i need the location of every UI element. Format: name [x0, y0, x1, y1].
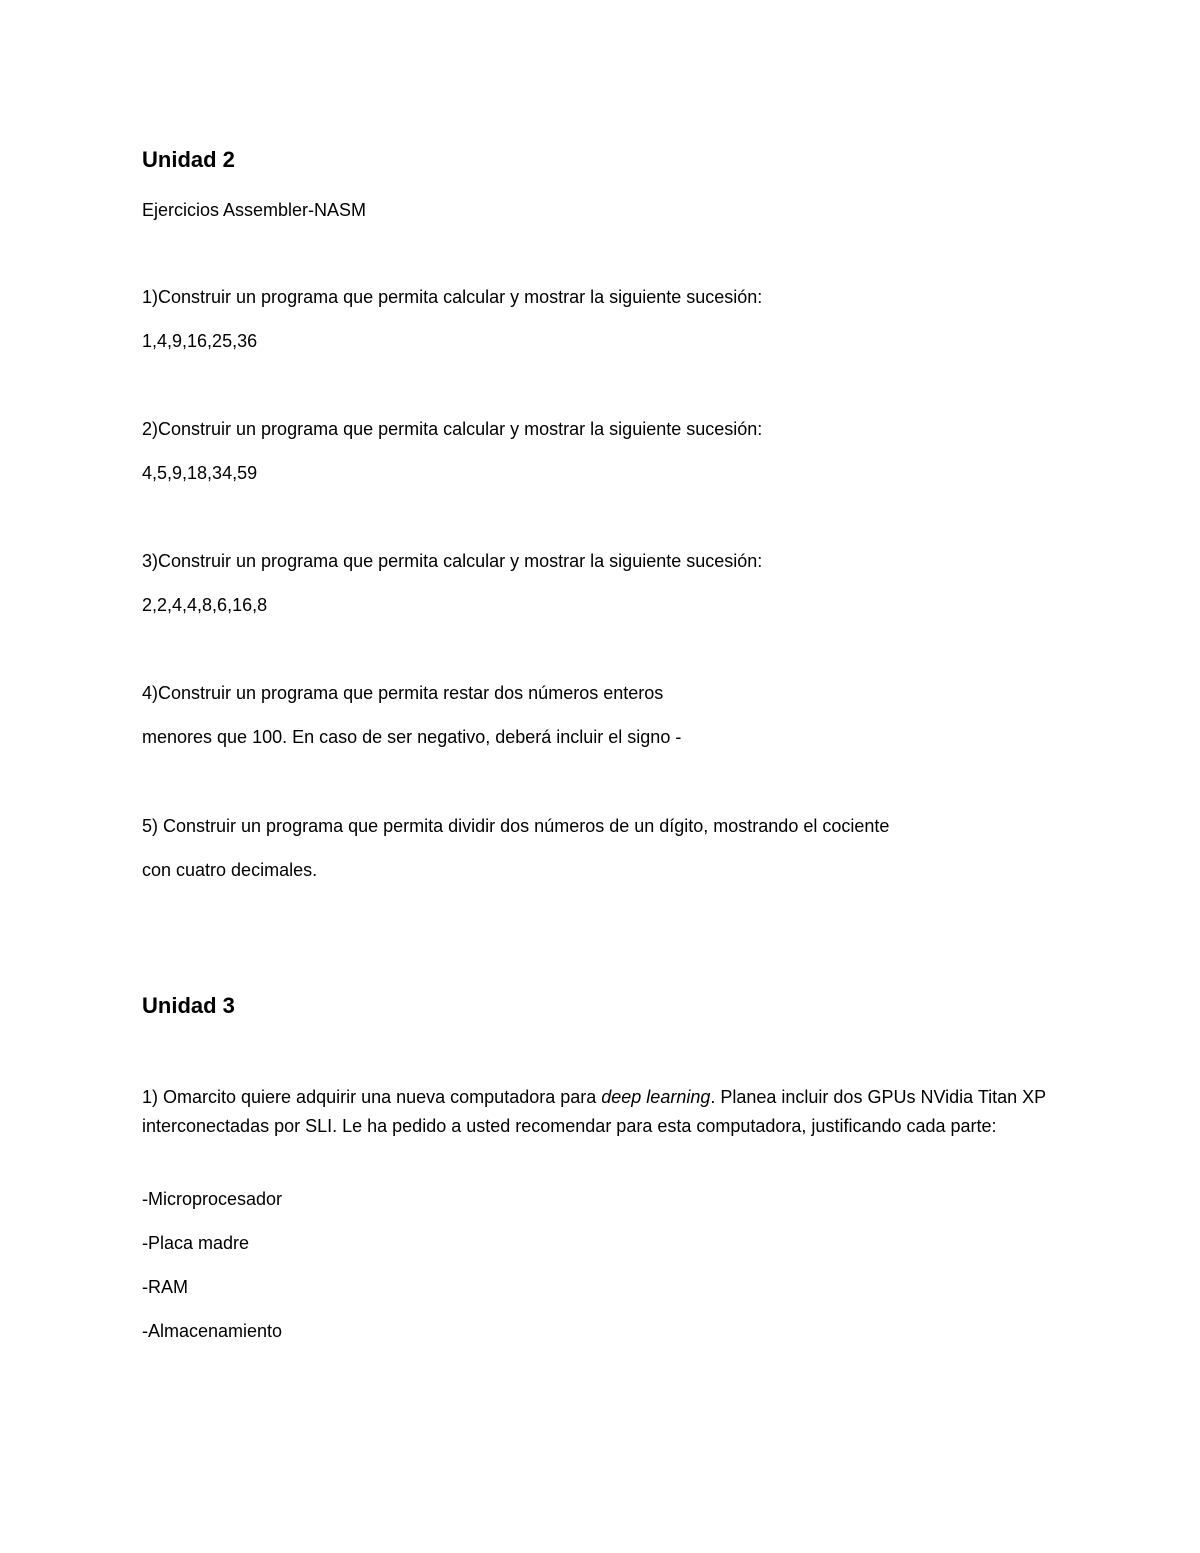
list-item-ram: -RAM [142, 1277, 188, 1297]
exercise-rest-text: . Planea incluir dos GPUs NVidia Titan XP interconectadas por SLI. Le ha pedido a usted recomendar para esta computadora, justificando cada parte: [142, 1087, 1046, 1136]
exercise-italic-term: deep learning [601, 1087, 711, 1107]
exercise-1-sequence: 1,4,9,16,25,36 [142, 331, 258, 351]
exercise-4-line-1: 4)Construir un programa que permita restar dos números enteros [142, 683, 664, 703]
unidad-3-heading: Unidad 3 [142, 993, 235, 1018]
list-item-almacenamiento: -Almacenamiento [142, 1321, 283, 1341]
exercise-3-sequence: 2,2,4,4,8,6,16,8 [142, 595, 268, 615]
assembler-subtitle: Ejercicios Assembler-NASM [142, 200, 367, 220]
exercise-3-text: 3)Construir un programa que permita calcular y mostrar la siguiente sucesión: [142, 551, 763, 571]
exercise-4-line-2: menores que 100. En caso de ser negativo, deberá incluir el signo - [142, 727, 682, 747]
exercise-intro-text: 1) Omarcito quiere adquirir una nueva computadora para [142, 1087, 602, 1107]
list-item-microprocesador: -Microprocesador [142, 1189, 283, 1209]
unidad-3-exercise-1 [142, 1083, 1052, 1141]
exercise-2-sequence: 4,5,9,18,34,59 [142, 463, 258, 483]
exercise-2-text: 2)Construir un programa que permita calcular y mostrar la siguiente sucesión: [142, 419, 763, 439]
exercise-5-line-2: con cuatro decimales. [142, 860, 318, 880]
exercise-1-text: 1)Construir un programa que permita calcular y mostrar la siguiente sucesión: [142, 287, 763, 307]
unidad-2-heading: Unidad 2 [142, 147, 235, 172]
list-item-placa-madre: -Placa madre [142, 1233, 250, 1253]
exercise-5-line-1: 5) Construir un programa que permita dividir dos números de un dígito, mostrando el cociente [142, 816, 890, 836]
